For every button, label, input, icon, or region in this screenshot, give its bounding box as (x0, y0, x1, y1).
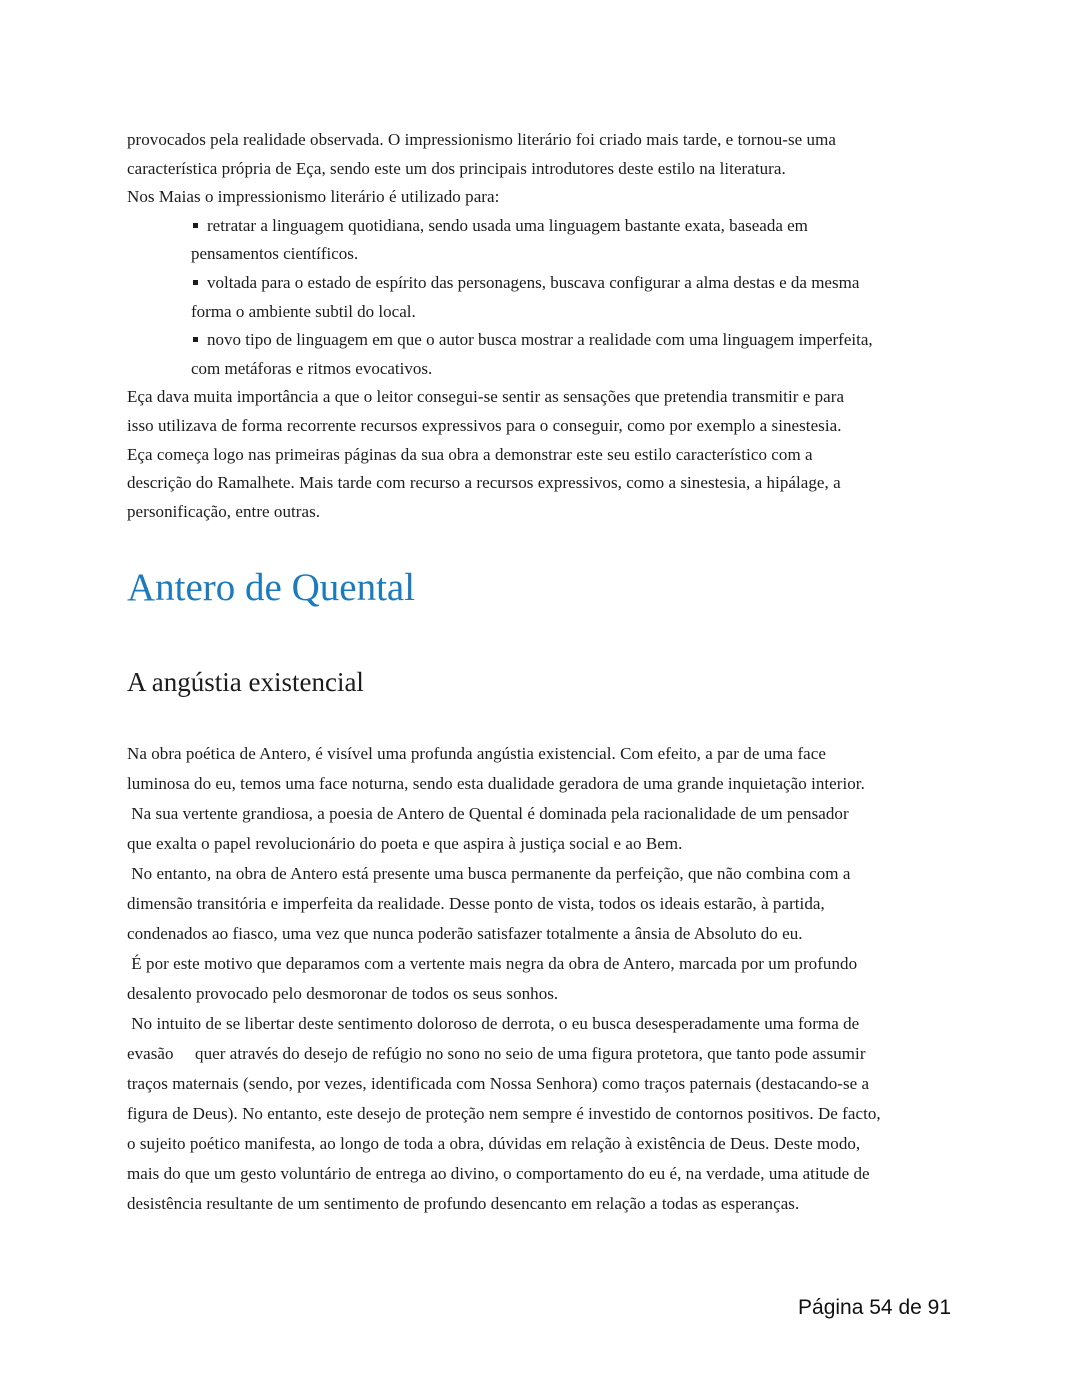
bullet-continuation: pensamentos científicos. (191, 244, 359, 264)
text-line: Nos Maias o impressionismo literário é utilizado para: (127, 187, 500, 207)
intro-paragraph (127, 126, 957, 212)
text-line: No intuito de se libertar deste sentimento doloroso de derrota, o eu busca desesperadamente uma forma de (127, 1014, 860, 1034)
text-line: figura de Deus). No entanto, este desejo de proteção nem sempre é investido de contornos positivos. De facto, (127, 1104, 881, 1124)
text-line: isso utilizava de forma recorrente recursos expressivos para o conseguir, como por exemplo a sinestesia. (127, 415, 842, 435)
bullet-list (127, 212, 957, 384)
document-page (127, 126, 957, 1219)
text-line: No entanto, na obra de Antero está presente uma busca permanente da perfeição, que não combina com a (127, 864, 851, 884)
text-line: descrição do Ramalhete. Mais tarde com recurso a recursos expressivos, como a sinestesia, a hipálage, a (127, 473, 841, 493)
bullet-square-icon (193, 280, 198, 285)
bullet-text: voltada para o estado de espírito das personagens, buscava configurar a alma destas e da mesma (207, 272, 860, 292)
bullet-text: retratar a linguagem quotidiana, sendo usada uma linguagem bastante exata, baseada em (207, 215, 808, 235)
text-line: desalento provocado pelo desmoronar de todos os seus sonhos. (127, 984, 559, 1004)
text-line: o sujeito poético manifesta, ao longo de toda a obra, dúvidas em relação à existência de Deus. Deste modo, (127, 1134, 861, 1154)
text-line: Na obra poética de Antero, é visível uma profunda angústia existencial. Com efeito, a par de uma face (127, 744, 826, 764)
bullet-square-icon (193, 223, 198, 228)
page-number: Página 54 de 91 (798, 1296, 951, 1319)
bullet-item (191, 212, 957, 241)
bullet-continuation: com metáforas e ritmos evocativos. (191, 358, 433, 378)
text-line: traços maternais (sendo, por vezes, identificada com Nossa Senhora) como traços paternais (destacando-se a (127, 1074, 870, 1094)
text-line: dimensão transitória e imperfeita da realidade. Desse ponto de vista, todos os ideais estarão, à partida, (127, 894, 825, 914)
text-line: luminosa do eu, temos uma face noturna, sendo esta dualidade geradora de uma grande inquietação interior. (127, 774, 865, 794)
text-line: É por este motivo que deparamos com a vertente mais negra da obra de Antero, marcada por um profundo (127, 954, 858, 974)
after-bullets-paragraph (127, 383, 957, 526)
bullet-square-icon (193, 337, 198, 342)
text-line: condenados ao fiasco, uma vez que nunca poderão satisfazer totalmente a ânsia de Absoluto do eu. (127, 924, 803, 944)
text-line: Eça começa logo nas primeiras páginas da sua obra a demonstrar este seu estilo característico com a (127, 444, 813, 464)
bullet-item (191, 269, 957, 298)
text-line: característica própria de Eça, sendo este um dos principais introdutores deste estilo na literatura. (127, 158, 786, 178)
bullet-item (191, 326, 957, 355)
text-line: Eça dava muita importância a que o leitor consegui-se sentir as sensações que pretendia transmitir e para (127, 387, 845, 407)
text-line: que exalta o papel revolucionário do poeta e que aspira à justiça social e ao Bem. (127, 834, 683, 854)
text-line: personificação, entre outras. (127, 501, 321, 521)
bullet-continuation: forma o ambiente subtil do local. (191, 301, 416, 321)
text-line: Na sua vertente grandiosa, a poesia de Antero de Quental é dominada pela racionalidade de um pensador (127, 804, 849, 824)
subsection-heading: A angústia existencial (127, 667, 364, 698)
text-line: desistência resultante de um sentimento de profundo desencanto em relação a todas as esperanças. (127, 1194, 800, 1214)
text-line: provocados pela realidade observada. O impressionismo literário foi criado mais tarde, e tornou-se uma (127, 130, 836, 149)
angustia-paragraph (127, 739, 957, 1219)
bullet-text: novo tipo de linguagem em que o autor busca mostrar a realidade com uma linguagem imperfeita, (207, 330, 873, 350)
section-heading: Antero de Quental (127, 566, 416, 610)
text-line: mais do que um gesto voluntário de entrega ao divino, o comportamento do eu é, na verdade, uma atitude de (127, 1164, 870, 1184)
text-line: evasão quer através do desejo de refúgio no sono no seio de uma figura protetora, que tanto pode assumir (127, 1044, 866, 1064)
